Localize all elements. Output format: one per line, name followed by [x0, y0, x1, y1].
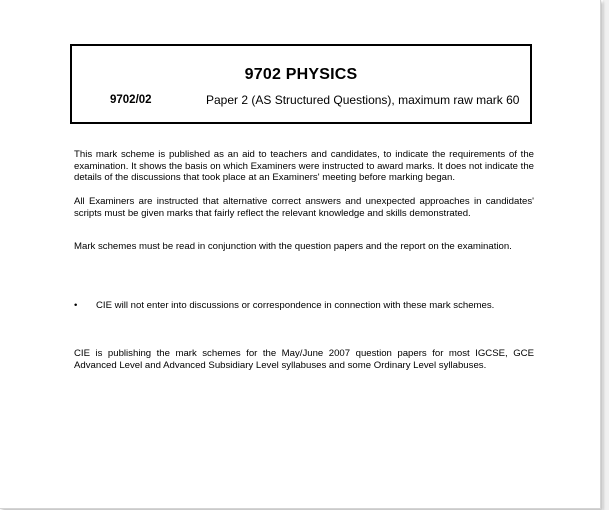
bullet-text: CIE will not enter into discussions or correspondence in connection with these mark schemes. — [96, 300, 495, 311]
paragraph-conjunction: Mark schemes must be read in conjunction with the question papers and the report on the examination. — [74, 241, 512, 252]
paragraph-purpose: This mark scheme is published as an aid to teachers and candidates, to indicate the requirements of the examination. It shows the basis on which Examiners were instructed to award marks. It does not indicate the details of the discussions that took place at an Examiners' meeting before marking began. — [74, 149, 534, 183]
paper-code: 9702/02 — [110, 94, 152, 106]
header-box — [70, 44, 532, 124]
paragraph-examiners: All Examiners are instructed that alternative correct answers and unexpected approaches in candidates' scripts must be given marks that fairly reflect the relevant knowledge and skills demonstrated. — [74, 196, 534, 219]
paper-description: Paper 2 (AS Structured Questions), maximum raw mark 60 — [206, 93, 520, 107]
paragraph-closing: CIE is publishing the mark schemes for the May/June 2007 question papers for most IGCSE, GCE Advanced Level and Advanced Subsidiary Level syllabuses and some Ordinary Level syllabuses. — [74, 348, 534, 371]
viewer-background — [603, 0, 609, 510]
bullet-icon: • — [74, 300, 78, 311]
document-title: 9702 PHYSICS — [244, 66, 358, 83]
